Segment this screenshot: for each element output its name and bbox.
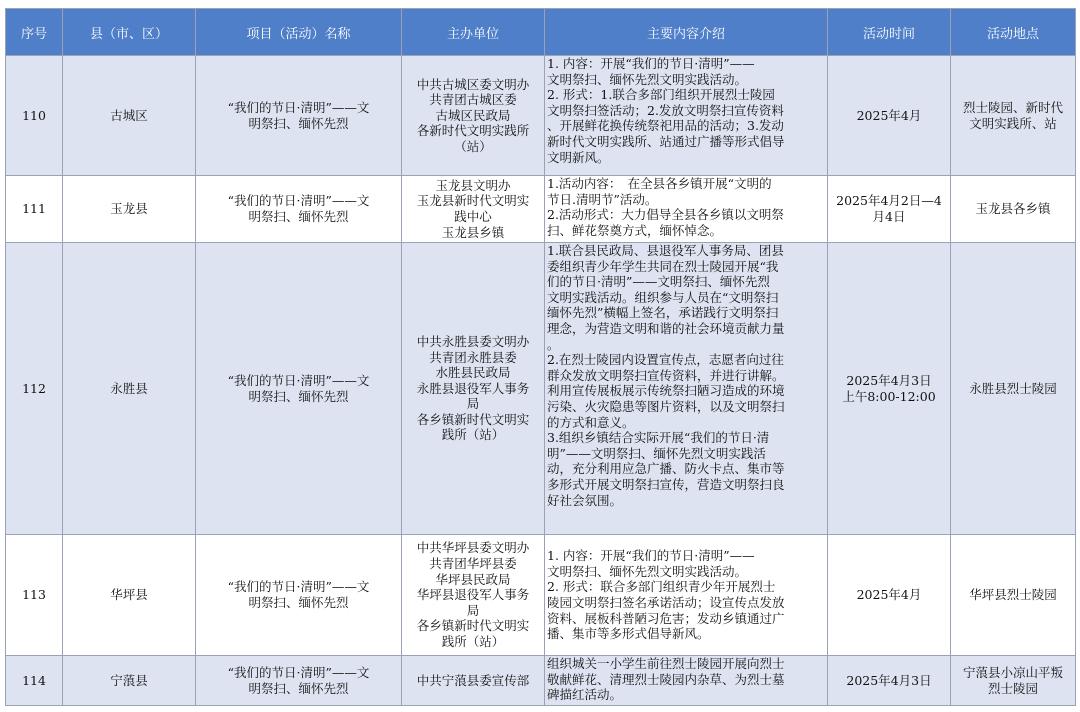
row-place — [951, 535, 1076, 656]
row-content — [545, 56, 828, 176]
header-row — [6, 9, 1076, 56]
row-project-name — [196, 56, 402, 176]
row-content — [545, 243, 828, 535]
table-row — [6, 535, 1076, 656]
time-line: 2025年4月3日 — [846, 672, 932, 688]
content-line: 2.在烈士陵园内设置宣传点，志愿者向过往 — [547, 352, 784, 368]
row-county: 永胜县 — [63, 243, 196, 535]
content-line: 。 — [547, 336, 560, 352]
time-line: 月4日 — [872, 209, 906, 224]
time-line: 2025年4月 — [856, 587, 922, 603]
organizer-line: 中共古城区委文明办 — [416, 76, 530, 92]
row-index: 114 — [6, 656, 63, 706]
content-line: 1. 内容：开展“我们的节日·清明”—— — [547, 548, 755, 564]
organizer-line: 中共宁蒗县委宣传部 — [416, 672, 530, 688]
row-county: 古城区 — [63, 56, 196, 176]
row-project-name — [196, 656, 402, 706]
content-line: 1.联合县民政局、县退役军人事务局、团县 — [547, 243, 784, 258]
row-index: 112 — [6, 243, 63, 535]
content-line: 新时代文明实践所、站通过广播等形式倡导 — [547, 133, 785, 149]
place-line: 永胜县烈士陵园 — [969, 380, 1057, 396]
content-line: 文明祭扫、缅怀先烈文明实践活动。 — [547, 563, 748, 579]
row-place — [951, 656, 1076, 706]
name-line: 明祭扫、缅怀先烈 — [248, 595, 349, 610]
content-line: 扫、鲜花祭奠方式，缅怀悼念。 — [547, 222, 723, 238]
time-line: 2025年4月3日 — [846, 372, 932, 388]
content-line: 文明祭扫签活动；2.发放文明祭扫宣传资料 — [547, 102, 784, 118]
content-line: 敬献鲜花、清理烈士陵园内杂草、为烈士墓 — [547, 671, 785, 687]
content-line: 资料、展板科普陋习危害；发动乡镇通过广 — [547, 610, 785, 626]
content-line: 委组织青少年学生共同在烈士陵园开展“我 — [547, 258, 779, 274]
organizer-line: （站） — [454, 138, 492, 154]
content-line: 1.活动内容： 在全县各乡镇开展“文明的 — [547, 176, 772, 191]
table-row — [6, 243, 1076, 535]
content-line: 好社会氛围。 — [547, 492, 623, 508]
place-line: 华坪县烈士陵园 — [969, 587, 1057, 603]
row-place — [951, 243, 1076, 535]
table-row — [6, 176, 1076, 243]
organizer-line: 玉龙县新时代文明实 — [416, 193, 530, 209]
organizer-line: 局 — [466, 602, 480, 618]
organizer-line: 永胜县退役军人事务 — [416, 380, 530, 396]
organizer-line: 华坪县退役军人事务 — [416, 587, 530, 603]
organizer-line: 共青团华坪县委 — [429, 556, 517, 572]
organizer-line: 践所（站） — [441, 427, 505, 443]
content-line: 缅怀先烈”横幅上签名，承诺践行文明祭扫 — [547, 305, 779, 321]
content-line: 利用宣传展板展示传统祭扫陋习造成的环境 — [547, 383, 785, 399]
organizer-line: 践所（站） — [441, 633, 505, 649]
row-place — [951, 56, 1076, 176]
name-line: “我们的节日·清明”——文 — [227, 579, 370, 595]
name-line: 明祭扫、缅怀先烈 — [248, 388, 349, 404]
name-line: 明祭扫、缅怀先烈 — [248, 209, 349, 224]
header-place: 活动地点 — [951, 9, 1076, 56]
content-line: 2. 形式：联合多部门组织青少年开展烈士 — [547, 579, 776, 595]
row-time — [828, 243, 951, 535]
row-project-name — [196, 535, 402, 656]
organizer-line: 中共永胜县委文明办 — [416, 333, 530, 349]
row-organizer — [402, 656, 545, 706]
table-row — [6, 656, 1076, 706]
row-organizer — [402, 176, 545, 243]
organizer-line: 玉龙县文明办 — [435, 177, 511, 193]
row-organizer — [402, 535, 545, 656]
row-time — [828, 656, 951, 706]
organizer-line: 各乡镇新时代文明实 — [416, 411, 530, 427]
content-line: 文明祭扫、缅怀先烈文明实践活动。 — [547, 71, 748, 87]
row-time — [828, 176, 951, 243]
content-line: 文明实践活动。组织参与人员在“文明祭扫 — [547, 289, 779, 305]
row-content — [545, 656, 828, 706]
content-line: 碑描红活动。 — [547, 687, 623, 703]
content-line: 陵园文明祭扫签名承诺活动；设宣传点发放 — [547, 595, 785, 610]
content-line: 的方式和意义。 — [547, 414, 635, 430]
organizer-line: 共青团古城区委 — [429, 92, 517, 108]
content-line: 污染、火灾隐患等图片资料，以及文明祭扫 — [547, 398, 785, 414]
row-content — [545, 176, 828, 243]
table-row — [6, 56, 1076, 176]
header-organizer: 主办单位 — [402, 9, 545, 56]
row-index: 113 — [6, 535, 63, 656]
organizer-line: 践中心 — [454, 209, 492, 224]
organizer-line: 水胜县民政局 — [435, 365, 511, 381]
row-county: 华坪县 — [63, 535, 196, 656]
row-content — [545, 535, 828, 656]
time-line: 上午8:00-12:00 — [842, 388, 936, 404]
organizer-line: 玉龙县乡镇 — [441, 224, 505, 240]
time-line: 2025年4月2日—4 — [836, 193, 942, 209]
organizer-line: 各乡镇新时代文明实 — [416, 618, 530, 634]
row-county: 宁蒗县 — [63, 656, 196, 706]
place-line: 文明实践所、站 — [969, 115, 1057, 131]
row-time — [828, 56, 951, 176]
content-line: 多形式开展文明祭扫宣传，营造文明祭扫良 — [547, 476, 785, 492]
header-county: 县（市、区） — [63, 9, 196, 56]
content-line: 们的节日·清明”——文明祭扫、缅怀先烈 — [547, 274, 770, 290]
name-line: “我们的节日·清明”——文 — [227, 372, 370, 388]
organizer-line: 各新时代文明实践所 — [416, 123, 530, 139]
place-line: 玉龙县各乡镇 — [975, 201, 1051, 217]
content-line: 群众发放文明祭扫宣传资料，并进行讲解。 — [547, 367, 785, 383]
place-line: 烈士陵园 — [987, 680, 1038, 696]
content-line: 播、集市等多形式倡导新风。 — [547, 626, 710, 642]
organizer-line: 古城区民政局 — [435, 107, 511, 123]
organizer-line: 华坪县民政局 — [435, 571, 511, 587]
content-line: 节日.清明节”活动。 — [547, 191, 658, 207]
content-line: 3.组织乡镇结合实际开展“我们的节日·清 — [547, 430, 770, 446]
header-time: 活动时间 — [828, 9, 951, 56]
content-line: 明”——文明祭扫、缅怀先烈文明实践活 — [547, 445, 766, 461]
content-line: 1. 内容：开展“我们的节日·清明”—— — [547, 56, 755, 71]
row-project-name — [196, 176, 402, 243]
row-county: 玉龙县 — [63, 176, 196, 243]
content-line: 理念，为营造文明和谐的社会环境贡献力量 — [547, 320, 785, 336]
content-line: 2.活动形式：大力倡导全县各乡镇以文明祭 — [547, 207, 784, 223]
content-line: 组织城关一小学生前往烈士陵园开展向烈士 — [547, 656, 785, 671]
activities-table — [5, 8, 1076, 706]
place-line: 烈士陵园、新时代 — [962, 99, 1063, 115]
row-place — [951, 176, 1076, 243]
row-index: 111 — [6, 176, 63, 243]
organizer-line: 共青团永胜县委 — [429, 349, 517, 365]
name-line: 明祭扫、缅怀先烈 — [248, 115, 349, 131]
content-line: 、开展鲜花换传统祭祀用品的活动；3.发动 — [547, 118, 784, 134]
row-project-name — [196, 243, 402, 535]
row-organizer — [402, 56, 545, 176]
header-index: 序号 — [6, 9, 63, 56]
organizer-line: 中共华坪县委文明办 — [416, 540, 530, 556]
name-line: “我们的节日·清明”——文 — [227, 99, 370, 115]
time-line: 2025年4月 — [856, 107, 922, 123]
content-line: 文明新风。 — [547, 149, 610, 165]
header-content: 主要内容介绍 — [545, 9, 828, 56]
name-line: “我们的节日·清明”——文 — [227, 664, 370, 680]
organizer-line: 局 — [466, 396, 480, 412]
row-time — [828, 535, 951, 656]
name-line: “我们的节日·清明”——文 — [227, 193, 370, 209]
place-line: 宁蒗县小凉山平叛 — [962, 664, 1063, 680]
row-index: 110 — [6, 56, 63, 176]
row-organizer — [402, 243, 545, 535]
content-line: 2. 形式：1.联合多部门组织开展烈士陵园 — [547, 87, 775, 103]
name-line: 明祭扫、缅怀先烈 — [248, 680, 349, 696]
content-line: 动，充分利用应急广播、防火卡点、集市等 — [547, 461, 785, 477]
header-project-name: 项目（活动）名称 — [196, 9, 402, 56]
